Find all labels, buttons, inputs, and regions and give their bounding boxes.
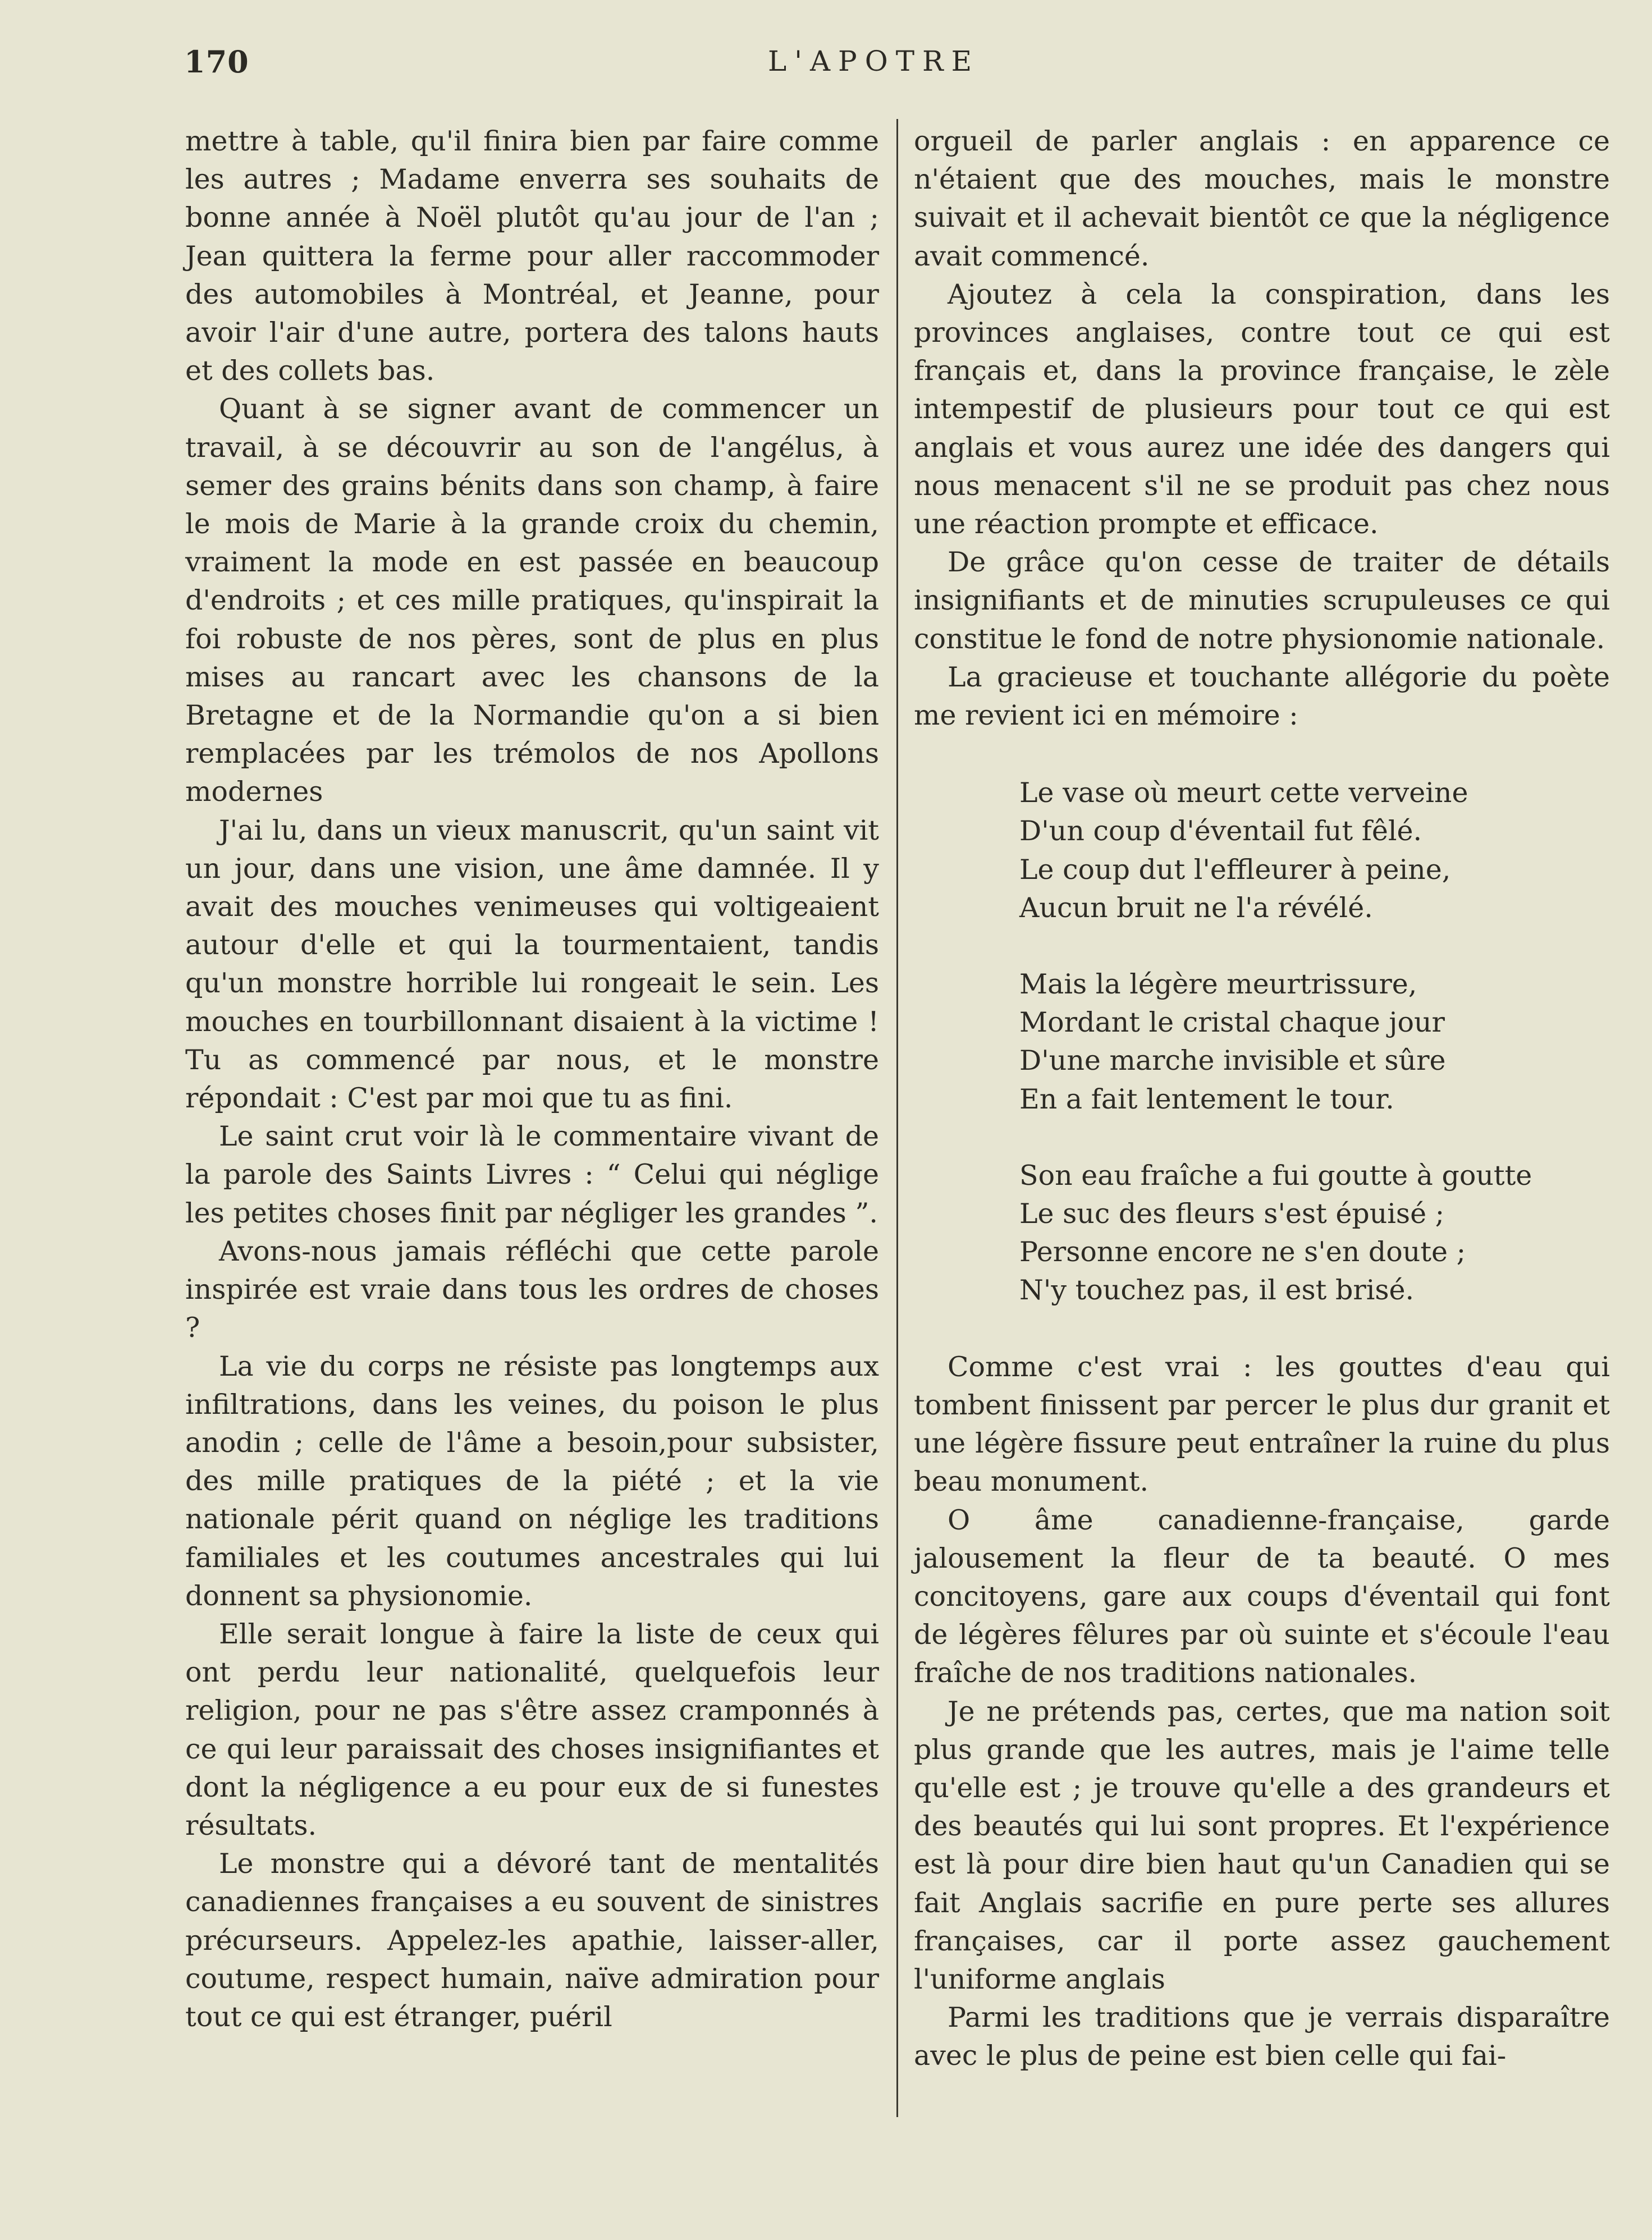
page-header (184, 44, 1015, 89)
poem-verse: En a fait lentement le tour. (1019, 1083, 1394, 1115)
paragraph: Ajoutez à cela la conspiration, dans les provinces anglaises, contre tout ce qui est français et, dans la province française, le zèle intempestif de plusieurs pour tout ce qui est anglais et vous aurez une idée des dangers qui nous menacent s'il ne se produit pas chez nous une réaction prompte et efficace. (914, 278, 1610, 540)
paragraph: La vie du corps ne résiste pas longtemps aux infiltrations, dans les veines, du poison le plus anodin ; celle de l'âme a besoin,pour subsister, des mille pratiques de la piété ; et la vie nationale périt quand on néglige les traditions familiales et les coutumes ancestrales qui lui donnent sa physionomie. (185, 1350, 879, 1612)
column-divider (896, 119, 898, 2117)
paragraph: De grâce qu'on cesse de traiter de détails insignifiants et de minuties scrupuleuses ce qui constitue le fond de notre physionomie nationale. (914, 546, 1610, 655)
poem-stanza (1019, 1157, 1610, 1310)
paragraph: Comme c'est vrai : les gouttes d'eau qui tombent finissent par percer le plus dur granit et une légère fissure peut entraîner la ruine du plus beau monument. (914, 1350, 1610, 1498)
paragraph: mettre à table, qu'il finira bien par faire comme les autres ; Madame enverra ses souhaits de bonne année à Noël plutôt qu'au jour de l'an ; Jean quittera la ferme pour aller raccommoder des automobiles à Montréal, et Jeanne, pour avoir l'air d'une autre, portera des talons hauts et des collets bas. (185, 125, 879, 387)
paragraph: Elle serait longue à faire la liste de ceux qui ont perdu leur nationalité, quelquefois leur religion, pour ne pas s'être assez cramponnés à ce qui leur paraissait des choses insignifiantes et dont la négligence a eu pour eux de si funestes résultats. (185, 1618, 879, 1842)
poem-verse: Le suc des fleurs s'est épuisé ; (1019, 1198, 1445, 1230)
poem-verse: Personne encore ne s'en doute ; (1019, 1236, 1466, 1268)
poem-verse: Aucun bruit ne l'a révélé. (1019, 891, 1373, 924)
paragraph: Je ne prétends pas, certes, que ma nation soit plus grande que les autres, mais je l'aime telle qu'elle est ; je trouve qu'elle a des grandeurs et des beautés qui lui sont propres. Et l'expérience est là pour dire bien haut qu'un Canadien qui se fait Anglais sacrifie en pure perte ses allures françaises, car il porte assez gauchement l'uniforme anglais (914, 1695, 1610, 1995)
running-title: L'APOTRE (768, 45, 980, 77)
poem-verse: Mais la légère meurtrissure, (1019, 968, 1417, 1001)
page-number: 170 (184, 44, 249, 80)
poem-verse: Le coup dut l'effleurer à peine, (1019, 853, 1451, 886)
poem (914, 774, 1610, 1309)
paragraph: Parmi les traditions que je verrais disparaître avec le plus de peine est bien celle qui fai- (914, 2001, 1610, 2072)
paragraph: O âme canadienne-française, garde jalousement la fleur de ta beauté. O mes concitoyens, gare aux coups d'éventail qui font de légères fêlures par où suinte et s'écoule l'eau fraîche de nos traditions nationales. (914, 1504, 1610, 1689)
poem-verse: N'y touchez pas, il est brisé. (1019, 1274, 1415, 1307)
paragraph: orgueil de parler anglais : en apparence ce n'étaient que des mouches, mais le monstre suivait et il achevait bientôt ce que la négligence avait commencé. (914, 125, 1610, 272)
paragraph: Avons-nous jamais réfléchi que cette parole inspirée est vraie dans tous les ordres de choses ? (185, 1235, 879, 1344)
paragraph: J'ai lu, dans un vieux manuscrit, qu'un saint vit un jour, dans une vision, une âme damnée. Il y avait des mouches venimeuses qui voltigeaient autour d'elle et qui la tourmentaient, tandis qu'un monstre horrible lui rongeait le sein. Les mouches en tourbillonnant disaient à la victime ! Tu as commencé par nous, et le monstre répondait : C'est par moi que tu as fini. (185, 814, 879, 1115)
paragraph: La gracieuse et touchante allégorie du poète me revient ici en mémoire : (914, 661, 1610, 732)
poem-stanza (1019, 774, 1610, 927)
paragraph: Le monstre qui a dévoré tant de mentalités canadiennes françaises a eu souvent de sinistres précurseurs. Appelez-les apathie, laisser-aller, coutume, respect humain, naïve admiration pour tout ce qui est étranger, puéril (185, 1848, 879, 2033)
left-column (185, 122, 879, 2036)
poem-verse: D'un coup d'éventail fut fêlé. (1019, 815, 1422, 848)
poem-verse: D'une marche invisible et sûre (1019, 1045, 1446, 1077)
poem-verse: Le vase où meurt cette verveine (1019, 777, 1468, 809)
poem-verse: Mordant le cristal chaque jour (1019, 1006, 1445, 1039)
paragraph: Le saint crut voir là le commentaire vivant de la parole des Saints Livres : “ Celui qui néglige les petites choses finit par négliger les grandes ”. (185, 1120, 879, 1229)
right-column (914, 122, 1610, 2076)
poem-stanza (1019, 965, 1610, 1119)
paragraph: Quant à se signer avant de commencer un travail, à se découvrir au son de l'angélus, à semer des grains bénits dans son champ, à faire le mois de Marie à la grande croix du chemin, vraiment la mode en est passée en beaucoup d'endroits ; et ces mille pratiques, qu'inspirait la foi robuste de nos pères, sont de plus en plus mises au rancart avec les chansons de la Bretagne et de la Normandie qu'on a si bien remplacées par les trémolos de nos Apollons modernes (185, 393, 879, 808)
poem-verse: Son eau fraîche a fui goutte à goutte (1019, 1159, 1532, 1192)
